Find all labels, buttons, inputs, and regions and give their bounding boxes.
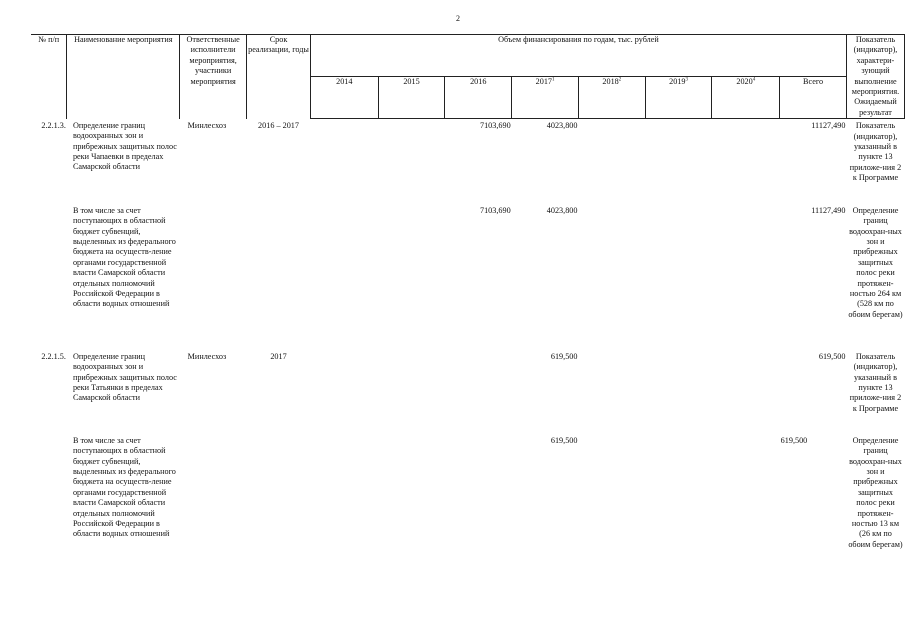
row-total: 619,500 — [818, 351, 846, 361]
page-number: 2 — [456, 14, 460, 23]
header-year: 2015 — [378, 77, 445, 119]
row-total: 11127,490 — [811, 121, 846, 131]
row-2020 — [712, 206, 780, 352]
row-indicator: Определение границ водоохран-ных зон и прибрежных защитных полос реки протяжен-ностью 13 км (26 км по обоим берегам) — [848, 435, 903, 549]
row-indicator: Показатель (индикатор), указанный в пункте 13 приложе-ния 2 к Программе — [849, 351, 902, 413]
row-2014 — [310, 436, 378, 582]
row-indicator: Определение границ водоохран-ных зон и прибрежных защитных полос реки протяжен-ностью 264 км (528 км по обоим берегам) — [848, 205, 903, 319]
header-row — [31, 35, 905, 77]
header-funding: Объем финансирования по годам, тыс. рублей — [310, 35, 846, 77]
row-executor — [180, 206, 247, 352]
row-2020 — [712, 119, 780, 206]
header-num: № п/п — [31, 35, 67, 119]
row-2016 — [445, 352, 512, 436]
row-2020 — [712, 436, 780, 582]
header-total: Всего — [780, 77, 847, 119]
row-2015 — [378, 352, 445, 436]
row-name: Определение границ водоохранных зон и прибрежных защитных полос реки Чапаевки в пределах Самарской области — [72, 120, 177, 172]
row-2015 — [378, 119, 445, 206]
row-2019 — [645, 436, 712, 582]
row-num: 2.2.1.5. — [41, 351, 66, 361]
row-period — [247, 206, 311, 352]
row-2014 — [310, 206, 378, 352]
row-executor: Минлесхоз — [187, 120, 227, 130]
row-period — [247, 436, 311, 582]
row-2019 — [645, 206, 712, 352]
row-2014 — [310, 119, 378, 206]
row-num — [31, 436, 67, 582]
funding-table — [31, 34, 905, 582]
row-executor — [180, 436, 247, 582]
header-executors: Ответственные исполнители мероприятия, участники мероприятия — [180, 35, 247, 119]
row-2017: 619,500 — [550, 351, 578, 361]
header-period: Срок реализации, годы — [247, 35, 311, 119]
row-2016: 7103,690 — [479, 121, 511, 131]
header-year: 2016 — [445, 77, 512, 119]
row-2017: 619,500 — [550, 435, 578, 445]
row-2015 — [378, 206, 445, 352]
header-indicator: Показатель (индикатор), характери-зующий выполнение мероприятия. Ожидаемый результат — [846, 35, 904, 119]
row-2014 — [310, 352, 378, 436]
row-2017: 4023,800 — [546, 205, 578, 215]
row-2019 — [645, 352, 712, 436]
header-year: 2017$^1$ — [512, 77, 579, 119]
row-2018 — [578, 206, 645, 352]
row-2018 — [578, 352, 645, 436]
row-executor: Минлесхоз — [187, 351, 227, 361]
row-name: В том числе за счет поступающих в областной бюджет субвенций, выделенных из федерального бюджета на осуществ-ление органами государственной власти Самарской области отдельных полномочий Российской Федерации в области водных отношений — [72, 205, 176, 309]
header-year: 2019$^3$ — [645, 77, 712, 119]
row-total: 619,500 — [780, 435, 808, 445]
row-num — [31, 206, 67, 352]
row-2016 — [445, 436, 512, 582]
table-row — [31, 119, 905, 206]
table-row — [31, 436, 905, 582]
row-indicator: Показатель (индикатор), указанный в пункте 13 приложе-ния 2 к Программе — [849, 121, 902, 183]
table-row — [31, 352, 905, 436]
row-2019 — [645, 119, 712, 206]
header-year: 2014 — [310, 77, 378, 119]
row-period: 2017 — [270, 351, 287, 361]
row-2020 — [712, 352, 780, 436]
header-year: 2018$^2$ — [578, 77, 645, 119]
row-2018 — [578, 436, 645, 582]
row-2017: 4023,800 — [546, 121, 578, 131]
row-name: Определение границ водоохранных зон и прибрежных защитных полос реки Татьянки в пределах Самарской области — [72, 351, 177, 403]
row-2015 — [378, 436, 445, 582]
row-period: 2016 – 2017 — [258, 120, 299, 130]
header-name: Наименование мероприятия — [67, 35, 180, 119]
header-year: 2020$^4$ — [712, 77, 780, 119]
row-num: 2.2.1.3. — [41, 120, 66, 130]
row-name: В том числе за счет поступающих в областной бюджет субвенций, выделенных из федерального бюджета на осуществ-ление органами государственной власти Самарской области отдельных полномочий Российской Федерации в области водных отношений — [72, 435, 176, 539]
row-2018 — [578, 119, 645, 206]
row-2016: 7103,690 — [479, 205, 511, 215]
table-row — [31, 206, 905, 352]
row-total: 11127,490 — [811, 205, 846, 215]
